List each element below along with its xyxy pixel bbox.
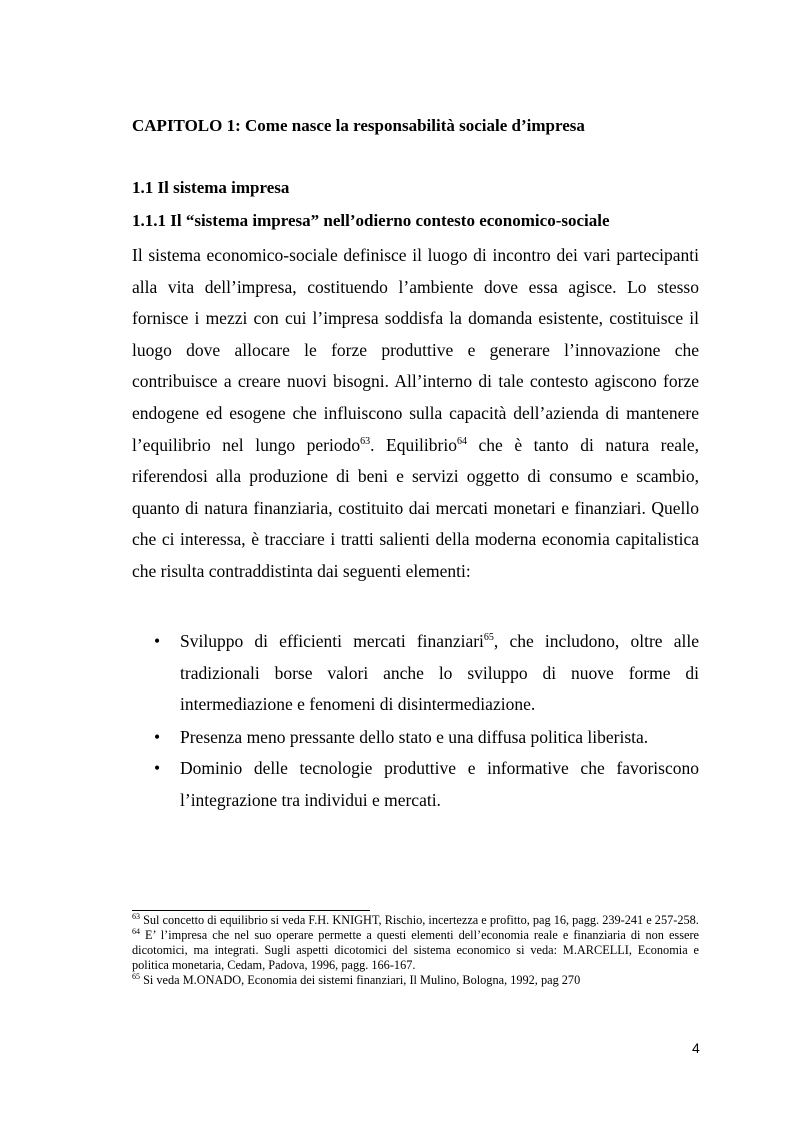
bullet-icon: • xyxy=(154,758,161,779)
bullet-list xyxy=(132,626,699,817)
bullet-1-text-a: Sviluppo di efficienti mercati finanziari xyxy=(180,631,484,651)
footnote-text: Si veda M.ONADO, Economia dei sistemi finanziari, Il Mulino, Bologna, 1992, pag 270 xyxy=(140,973,581,987)
footnotes xyxy=(132,913,699,988)
footnote-64 xyxy=(132,928,699,973)
bullet-3-text: Dominio delle tecnologie produttive e informative che favoriscono l’integrazione tra individui e mercati. xyxy=(180,758,699,810)
footnote-ref-65: 65 xyxy=(483,632,494,644)
footnote-text: E’ l’impresa che nel suo operare permette a questi elementi dell’economia reale e finanziaria di non essere dicotomici, ma integrati. Sugli aspetti dicotomici del sistema economico si veda: M.ARCELLI, Economia e politica monetaria, Cedam, Padova, 1996, pagg. 166-167. xyxy=(132,928,699,972)
footnote-number: 64 xyxy=(132,926,140,936)
bullet-icon: • xyxy=(154,726,161,747)
footnote-63 xyxy=(132,913,699,928)
footnote-ref-63: 63 xyxy=(360,435,371,447)
body-text-1: Il sistema economico-sociale definisce il luogo di incontro dei vari partecipanti alla vita dell’impresa, costituendo l’ambiente dove essa agisce. Lo stesso fornisce i mezzi con cui l’impresa soddisfa la domanda esistente, costituisce il luogo dove allocare le forze produttive e generare l’innovazione che contribuisce a creare nuovi bisogni. All’interno di tale contesto agiscono forze endogene ed esogene che influiscono sulla capacità dell’azienda di mantenere l’equilibrio nel lungo periodo xyxy=(132,245,699,455)
footnote-ref-64: 64 xyxy=(456,435,467,447)
chapter-title: CAPITOLO 1: Come nasce la responsabilità sociale d’impresa xyxy=(132,116,585,135)
list-item xyxy=(132,626,699,721)
list-item xyxy=(132,722,699,754)
list-item xyxy=(132,753,699,816)
body-text-2: . Equilibrio xyxy=(370,434,457,455)
subsection-title: 1.1.1 Il “sistema impresa” nell’odierno contesto economico-sociale xyxy=(132,211,610,230)
footnote-text: Sul concetto di equilibrio si veda F.H. KNIGHT, Rischio, incertezza e profitto, pag 16, pagg. 239-241 e 257-258. xyxy=(140,913,699,927)
bullet-1-text-b: , che includono, oltre alle tradizionali borse valori anche lo sviluppo di nuove forme di intermediazione e fenomeni di disintermediazione. xyxy=(180,631,699,715)
section-title: 1.1 Il sistema impresa xyxy=(132,178,290,197)
footnote-separator xyxy=(132,910,370,911)
body-text-3: che è tanto di natura reale, riferendosi alla produzione di beni e servizi oggetto di consumo e scambio, quanto di natura finanziaria, costituito dai mercati monetari e finanziari. Quello che ci interessa, è tracciare i tratti salienti della moderna economia capitalistica che risulta contraddistinta dai seguenti elementi: xyxy=(132,434,699,581)
body-paragraph xyxy=(132,240,699,588)
page-number: 4 xyxy=(692,1040,700,1056)
footnote-number: 65 xyxy=(132,971,140,981)
footnote-number: 63 xyxy=(132,911,140,921)
bullet-2-text: Presenza meno pressante dello stato e una diffusa politica liberista. xyxy=(180,726,649,747)
bullet-icon: • xyxy=(154,631,161,651)
footnote-65 xyxy=(132,973,699,988)
